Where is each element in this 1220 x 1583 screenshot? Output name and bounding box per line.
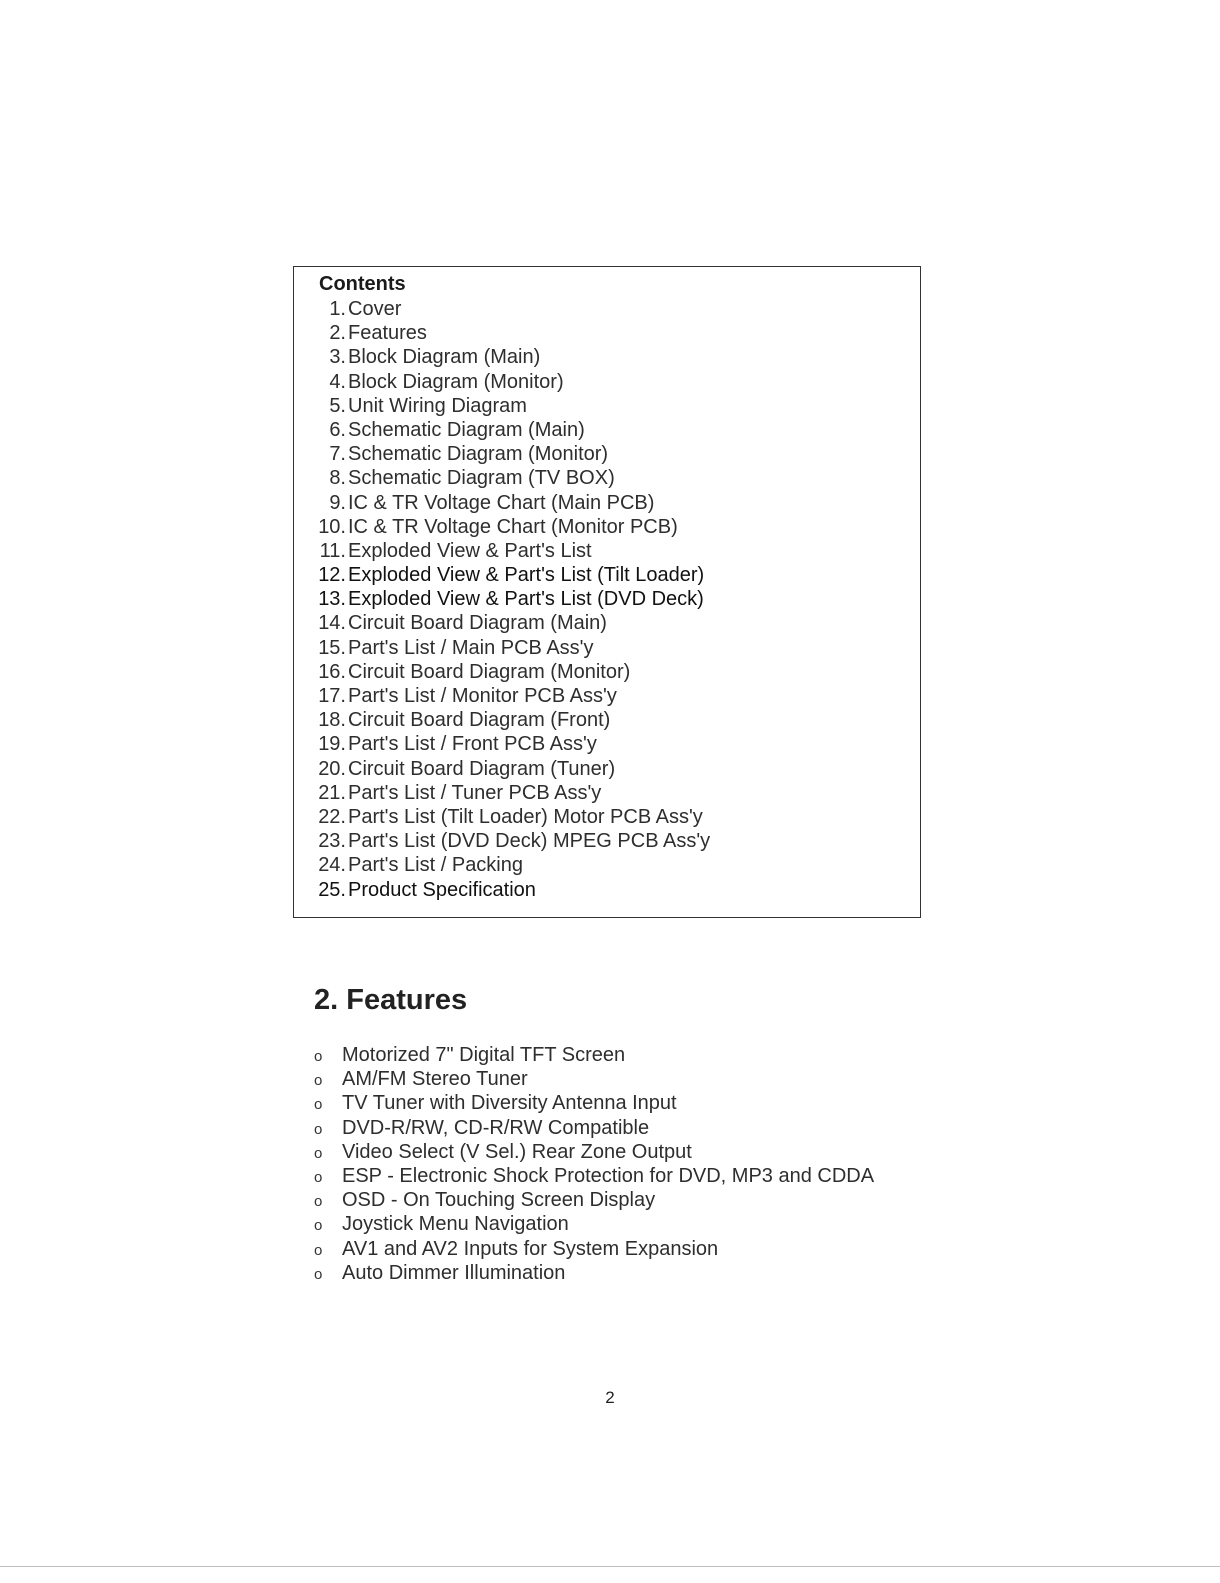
toc-number: 16.: [318, 660, 346, 683]
toc-text: Exploded View & Part's List: [348, 539, 592, 562]
feature-item: [314, 1043, 874, 1067]
toc-number: 6.: [329, 418, 346, 441]
toc-number: 20.: [318, 757, 346, 780]
toc-item: [294, 757, 710, 781]
toc-item: [294, 853, 710, 877]
toc-item: [294, 587, 710, 611]
toc-number: 7.: [329, 443, 346, 466]
toc-number: 2.: [329, 322, 346, 345]
toc-item: [294, 345, 710, 369]
toc-number: 11.: [319, 539, 346, 562]
toc-text: Circuit Board Diagram (Main): [348, 612, 607, 635]
feature-text: TV Tuner with Diversity Antenna Input: [342, 1092, 677, 1115]
bottom-divider: [0, 1566, 1220, 1567]
toc-text: Part's List / Tuner PCB Ass'y: [348, 781, 602, 804]
toc-number: 25.: [318, 878, 346, 901]
feature-item: [314, 1067, 874, 1091]
toc-item: [294, 732, 710, 756]
feature-text: Video Select (V Sel.) Rear Zone Output: [342, 1140, 692, 1163]
toc-text: Block Diagram (Main): [348, 346, 541, 369]
toc-item: [294, 878, 710, 902]
toc-item: [294, 611, 710, 635]
feature-item: [314, 1212, 874, 1236]
bullet-icon: o: [314, 1265, 323, 1283]
toc-text: Part's List / Packing: [348, 854, 523, 877]
bullet-icon: o: [314, 1144, 323, 1162]
toc-number: 22.: [318, 805, 346, 828]
feature-text: DVD-R/RW, CD-R/RW Compatible: [342, 1116, 650, 1139]
toc-item: [294, 563, 710, 587]
toc-item: [294, 297, 710, 321]
feature-item: [314, 1237, 874, 1261]
toc-item: [294, 466, 710, 490]
bullet-icon: o: [314, 1217, 323, 1235]
feature-item: [314, 1140, 874, 1164]
bullet-icon: o: [314, 1168, 323, 1186]
toc-number: 3.: [329, 346, 346, 369]
feature-text: Auto Dimmer Illumination: [342, 1261, 566, 1284]
toc-item: [294, 684, 710, 708]
toc-item: [294, 660, 710, 684]
feature-text: AM/FM Stereo Tuner: [342, 1068, 528, 1091]
toc-item: [294, 781, 710, 805]
bullet-icon: o: [314, 1120, 323, 1138]
toc-number: 13.: [318, 588, 346, 611]
toc-text: Product Specification: [348, 878, 536, 901]
toc-text: IC & TR Voltage Chart (Monitor PCB): [348, 515, 678, 538]
toc-number: 12.: [318, 564, 346, 587]
toc-item: [294, 708, 710, 732]
contents-box: [293, 266, 921, 918]
bullet-icon: o: [314, 1096, 323, 1114]
features-list: [314, 1043, 874, 1285]
feature-text: ESP - Electronic Shock Protection for DVD, MP3 and CDDA: [342, 1164, 875, 1187]
feature-item: [314, 1164, 874, 1188]
feature-text: Joystick Menu Navigation: [342, 1213, 569, 1236]
toc-text: Exploded View & Part's List (Tilt Loader): [348, 564, 705, 587]
toc-item: [294, 829, 710, 853]
toc-item: [294, 370, 710, 394]
feature-item: [314, 1091, 874, 1115]
toc-text: Cover: [348, 298, 402, 320]
toc-text: Circuit Board Diagram (Monitor): [348, 660, 631, 683]
bullet-icon: o: [314, 1193, 323, 1211]
feature-item: [314, 1188, 874, 1212]
feature-text: Motorized 7" Digital TFT Screen: [342, 1044, 626, 1066]
toc-number: 14.: [318, 612, 346, 635]
feature-text: AV1 and AV2 Inputs for System Expansion: [342, 1237, 719, 1260]
contents-title: Contents: [319, 273, 406, 295]
toc-number: 9.: [329, 491, 346, 514]
feature-text: OSD - On Touching Screen Display: [342, 1189, 656, 1212]
toc-item: [294, 442, 710, 466]
bullet-icon: o: [314, 1241, 323, 1259]
toc-text: Schematic Diagram (TV BOX): [348, 467, 615, 490]
toc-number: 8.: [329, 467, 346, 490]
toc-text: Unit Wiring Diagram: [348, 394, 527, 417]
toc-text: IC & TR Voltage Chart (Main PCB): [348, 491, 655, 514]
feature-item: [314, 1116, 874, 1140]
bullet-icon: o: [314, 1072, 323, 1090]
toc-number: 17.: [318, 685, 346, 707]
page-number: 2: [605, 1388, 615, 1407]
toc-number: 15.: [318, 636, 346, 659]
toc-item: [294, 539, 710, 563]
toc-text: Part's List (Tilt Loader) Motor PCB Ass'y: [348, 805, 703, 828]
toc-text: Part's List / Main PCB Ass'y: [348, 636, 594, 659]
feature-item: [314, 1261, 874, 1285]
toc-number: 19.: [318, 733, 346, 756]
toc-text: Part's List (DVD Deck) MPEG PCB Ass'y: [348, 830, 711, 853]
toc-text: Exploded View & Part's List (DVD Deck): [348, 588, 704, 611]
contents-list: [294, 297, 710, 902]
toc-text: Circuit Board Diagram (Front): [348, 709, 611, 732]
toc-number: 21.: [318, 781, 346, 804]
toc-text: Part's List / Front PCB Ass'y: [348, 733, 597, 756]
toc-text: Block Diagram (Monitor): [348, 370, 564, 393]
toc-text: Features: [348, 322, 427, 345]
toc-item: [294, 805, 710, 829]
features-heading: 2. Features: [314, 984, 468, 1016]
toc-number: 18.: [318, 709, 346, 732]
toc-number: 1.: [329, 298, 346, 320]
toc-item: [294, 636, 710, 660]
toc-number: 23.: [318, 830, 346, 853]
toc-item: [294, 394, 710, 418]
toc-number: 24.: [318, 854, 346, 877]
toc-item: [294, 321, 710, 345]
toc-text: Part's List / Monitor PCB Ass'y: [348, 685, 617, 707]
toc-number: 5.: [329, 394, 346, 417]
bullet-icon: o: [314, 1048, 323, 1065]
toc-number: 10.: [318, 515, 346, 538]
toc-number: 4.: [329, 370, 346, 393]
toc-text: Schematic Diagram (Main): [348, 418, 585, 441]
toc-item: [294, 515, 710, 539]
toc-text: Schematic Diagram (Monitor): [348, 443, 609, 466]
toc-item: [294, 418, 710, 442]
toc-text: Circuit Board Diagram (Tuner): [348, 757, 616, 780]
toc-item: [294, 491, 710, 515]
